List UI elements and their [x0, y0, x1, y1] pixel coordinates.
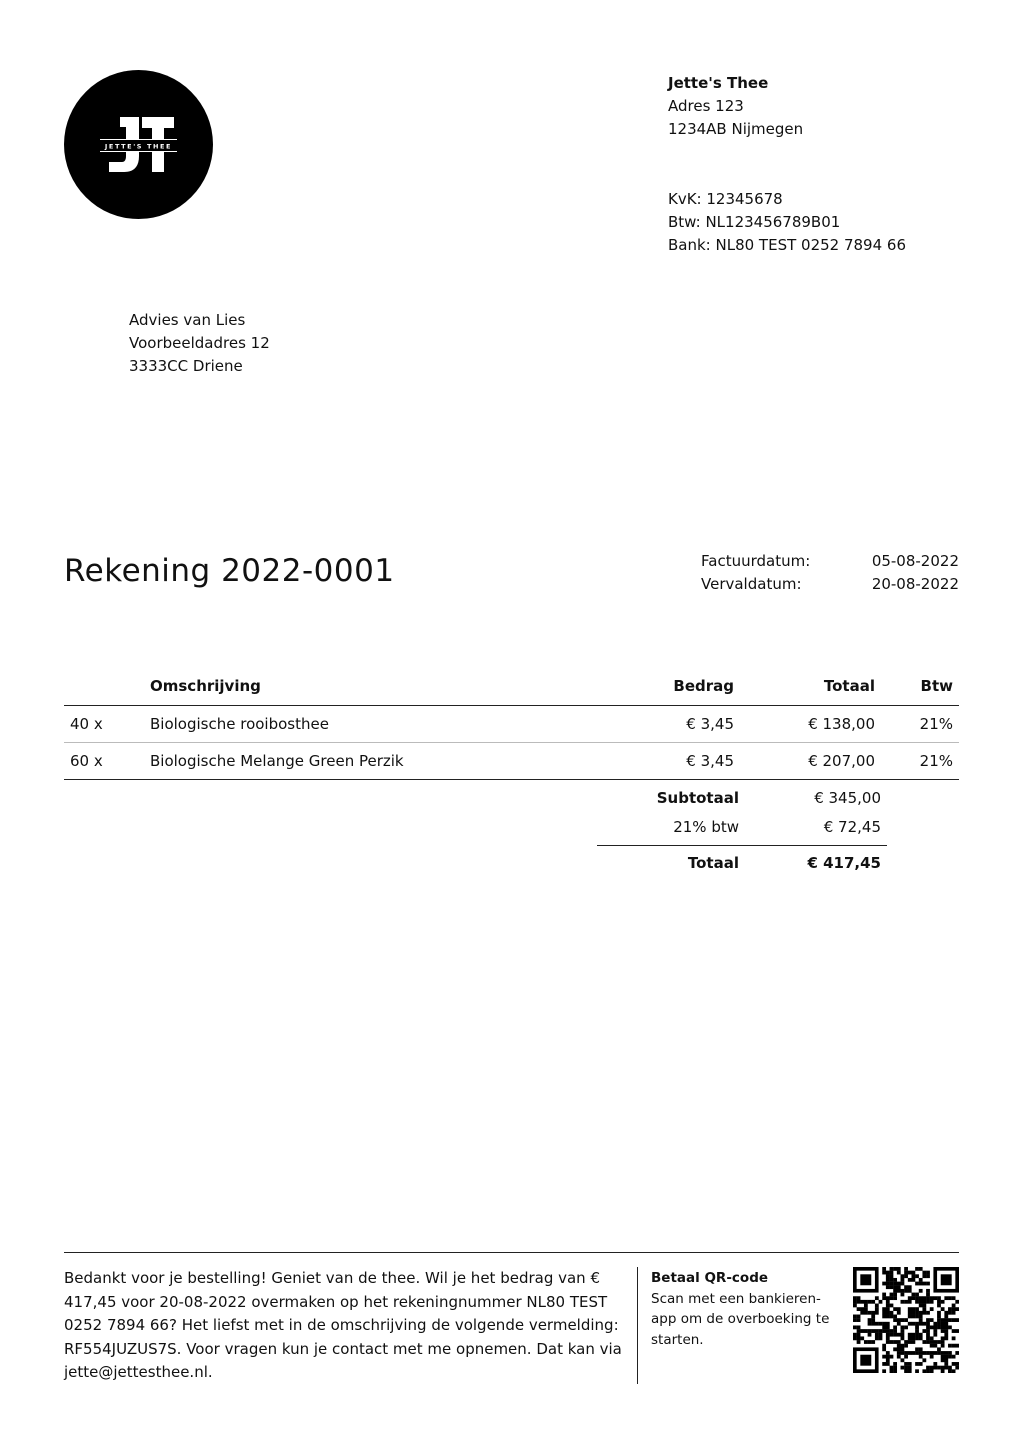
- subtotal-value: € 345,00: [814, 788, 881, 807]
- invoice-date-row: [701, 550, 959, 573]
- company-name: Jette's Thee: [668, 74, 769, 92]
- grand-total-label: Totaal: [687, 854, 739, 872]
- row-amount: € 3,45: [585, 742, 740, 779]
- row-vat: 21%: [881, 742, 959, 779]
- grand-total-value: € 417,45: [807, 854, 881, 872]
- row-amount: € 3,45: [585, 705, 740, 742]
- logo-tagline: JETTE'S THEE: [104, 142, 173, 151]
- footer-divider-line: [64, 1252, 959, 1253]
- row-description: Biologische rooibosthee: [144, 705, 585, 742]
- company-street: Adres 123: [668, 97, 744, 115]
- company-address: [668, 72, 803, 141]
- grand-total-row: [597, 845, 887, 880]
- row-vat: 21%: [881, 705, 959, 742]
- company-btw: Btw: NL123456789B01: [668, 213, 841, 231]
- row-total: € 138,00: [740, 705, 881, 742]
- vat-value: € 72,45: [823, 817, 881, 836]
- due-date-row: [701, 573, 959, 596]
- company-bank: Bank: NL80 TEST 0252 7894 66: [668, 236, 906, 254]
- recipient-name: Advies van Lies: [129, 311, 246, 329]
- row-description: Biologische Melange Green Perzik: [144, 742, 585, 779]
- invoice-dates: [701, 550, 959, 596]
- header-total: Totaal: [740, 668, 881, 705]
- recipient-street: Voorbeeldadres 12: [129, 334, 270, 352]
- invoice-date-label: Factuurdatum:: [701, 552, 811, 570]
- company-postal-city: 1234AB Nijmegen: [668, 120, 804, 138]
- jt-monogram-icon: [64, 70, 213, 219]
- header-description: Omschrijving: [144, 668, 585, 705]
- vat-label: 21% btw: [673, 817, 739, 836]
- recipient-postal-city: 3333CC Driene: [129, 357, 243, 375]
- invoice-title: Rekening 2022-0001: [64, 553, 395, 589]
- row-qty: 40 x: [64, 705, 144, 742]
- recipient-address: [129, 309, 270, 378]
- row-total: € 207,00: [740, 742, 881, 779]
- table-header-row: [64, 668, 959, 705]
- footer-message: Bedankt voor je bestelling! Geniet van de thee. Wil je het bedrag van € 417,45 voor 20-08-2022 overmaken op het rekeningnummer NL80 TEST 0252 7894 66? Het liefst met in de omschrijving de volgende vermelding: RF554JUZUS7S. Voor vragen kun je contact met me opnemen. Dat kan via jette@jettesthee.nl.: [64, 1269, 622, 1381]
- table-row: [64, 705, 959, 742]
- row-qty: 60 x: [64, 742, 144, 779]
- qr-text: Scan met een bankieren-app om de overboeking te starten.: [651, 1290, 830, 1348]
- qr-code-icon[interactable]: [853, 1267, 959, 1373]
- company-logo: [64, 70, 213, 219]
- company-kvk: KvK: 12345678: [668, 190, 783, 208]
- invoice-items-table: [64, 668, 959, 780]
- due-date-label: Vervaldatum:: [701, 575, 802, 593]
- footer-vertical-divider: [637, 1267, 638, 1384]
- invoice-date-value: 05-08-2022: [871, 552, 959, 570]
- company-registration: [668, 188, 906, 257]
- table-row: [64, 742, 959, 779]
- header-vat: Btw: [881, 668, 959, 705]
- subtotal-label: Subtotaal: [656, 788, 739, 807]
- header-amount: Bedrag: [585, 668, 740, 705]
- qr-instructions: [651, 1268, 831, 1350]
- qr-title: Betaal QR-code: [651, 1270, 769, 1286]
- totals-block: [597, 783, 887, 880]
- due-date-value: 20-08-2022: [871, 575, 959, 593]
- header-qty: [64, 668, 144, 705]
- subtotal-row: [597, 783, 887, 812]
- vat-row: [597, 812, 887, 841]
